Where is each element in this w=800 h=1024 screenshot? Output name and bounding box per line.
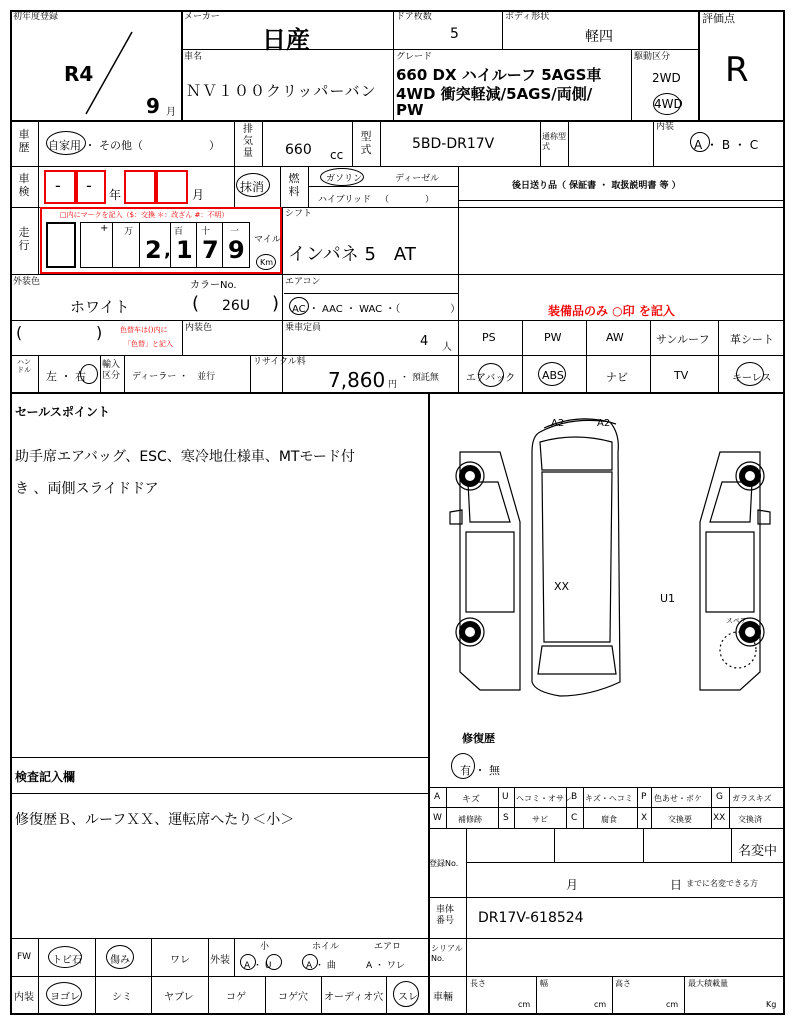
legend-w-text: 補修跡 bbox=[458, 815, 482, 824]
fw-chip: トビ石 bbox=[52, 955, 82, 966]
sales-title: セールスポイント bbox=[15, 405, 110, 419]
exterior-wheel-value: A ・ 曲 bbox=[306, 961, 336, 971]
legend-g-text: ガラスキズ bbox=[732, 794, 772, 803]
aircon-ac-circle bbox=[289, 297, 309, 315]
ext-color-value: ホワイト bbox=[70, 298, 130, 316]
interior-tear: ヤブレ bbox=[164, 992, 194, 1003]
damage-a2-left: A2 bbox=[551, 418, 565, 429]
private-use-circle bbox=[46, 131, 86, 155]
registration-no-label: 登録No. bbox=[429, 859, 459, 868]
interior-grades: A ・ B ・ C bbox=[694, 138, 759, 152]
color-no-value: 26U bbox=[222, 298, 251, 314]
exterior-wheel-label: ホイル bbox=[312, 942, 340, 952]
drive-4wd: 4WD bbox=[654, 97, 683, 111]
right-front-window bbox=[710, 482, 752, 522]
recycle-deposit: ・ 預託無 bbox=[400, 373, 439, 383]
width-label: 幅 bbox=[540, 979, 548, 988]
exterior-small-value: A ・ U bbox=[244, 961, 272, 971]
left-side-outline bbox=[460, 452, 520, 690]
expired-circle bbox=[236, 173, 270, 197]
inspection-box-3 bbox=[124, 170, 156, 204]
fw-crack: ワレ bbox=[170, 955, 190, 966]
damage-a2-right: A2 bbox=[597, 418, 611, 429]
doors-label: ドア枚数 bbox=[396, 12, 432, 22]
equip-airbag-circle bbox=[478, 363, 504, 387]
exterior-aero-value: A ・ ワレ bbox=[366, 961, 405, 971]
fuel-gasoline: ガソリン bbox=[326, 174, 363, 184]
right-side-outline bbox=[700, 452, 760, 690]
history-label: 車歴 bbox=[18, 128, 30, 154]
damage-roof-xx: XX bbox=[554, 580, 570, 593]
km-circle bbox=[256, 254, 276, 270]
mileage-digit-pre: 2 bbox=[145, 236, 162, 264]
unit-one: 一 bbox=[230, 227, 240, 237]
exterior-small-u-circle bbox=[266, 954, 282, 970]
import-value: ディーラー ・ 並行 bbox=[132, 372, 216, 382]
interior-a-circle bbox=[690, 132, 710, 152]
spare-label: スペア bbox=[726, 617, 747, 625]
interior-dirt: ヨゴレ bbox=[50, 992, 80, 1003]
km-label: Km bbox=[260, 258, 274, 267]
inspection-notes-text: 修復歴Ｂ、ルーフＸＸ、運転席へたり＜小＞ bbox=[15, 812, 295, 828]
inspection-month-unit: 月 bbox=[192, 188, 205, 202]
displacement-label: 排気量 bbox=[243, 124, 253, 159]
model-label: 車名 bbox=[184, 52, 203, 62]
fuel-gasoline-circle bbox=[320, 168, 364, 186]
common-type-label: 通称型式 bbox=[542, 132, 566, 151]
interior-burn: コゲ bbox=[226, 992, 246, 1003]
registration-month-unit: 月 bbox=[566, 878, 579, 892]
equip-aw: AW bbox=[606, 331, 624, 344]
first-registration-era: R4 bbox=[64, 62, 94, 86]
roof-panel bbox=[542, 472, 612, 642]
legend-c-text: 腐食 bbox=[601, 815, 617, 824]
equip-pw: PW bbox=[544, 331, 562, 344]
mileage-label: 走行 bbox=[18, 226, 30, 252]
exterior-label: 外装 bbox=[210, 955, 230, 966]
capacity-value: 4 bbox=[420, 334, 429, 349]
model-type-label: 型式 bbox=[360, 130, 372, 156]
interior-dirt-circle bbox=[46, 982, 82, 1006]
legend-c-code: C bbox=[571, 813, 578, 823]
color-change-note-2: 「色替」と記入 bbox=[124, 340, 173, 348]
legend-xx-text: 交換済 bbox=[738, 815, 762, 824]
interior-stain: シミ bbox=[112, 992, 132, 1003]
legend-xx-code: XX bbox=[713, 813, 726, 823]
mileage-mark-box bbox=[46, 222, 76, 268]
score-label: 評価点 bbox=[702, 12, 735, 25]
unit-ten-thousand: 万 bbox=[124, 227, 134, 237]
displacement-value: 660 bbox=[285, 142, 312, 158]
first-registration-month-unit: 月 bbox=[166, 107, 176, 118]
windshield bbox=[540, 437, 612, 470]
fw-chip-circle bbox=[48, 946, 82, 968]
grade-line-1: 660 DX ハイルーフ 5AGS車 bbox=[396, 66, 602, 84]
recycle-unit: 円 bbox=[388, 380, 398, 390]
import-label: 輸入区分 bbox=[102, 360, 121, 381]
inspection-label: 車検 bbox=[18, 172, 30, 198]
left-door bbox=[466, 532, 514, 612]
handle-right-circle bbox=[80, 364, 98, 384]
body-type-value: 軽四 bbox=[585, 29, 613, 45]
length-label: 長さ bbox=[470, 979, 486, 988]
handle-value: 左 ・ 右 bbox=[46, 370, 86, 383]
legend-x-code: X bbox=[641, 813, 648, 823]
grade-label: グレード bbox=[396, 52, 433, 62]
color-change-paren-open: ( bbox=[16, 323, 23, 342]
sales-text-2: き 、両側スライドドア bbox=[15, 481, 159, 497]
color-change-note-1: 色替车は()内に bbox=[120, 326, 168, 334]
damage-side-u1: U1 bbox=[660, 592, 676, 605]
interior-label: 内装 bbox=[656, 122, 675, 132]
legend-w-code: W bbox=[433, 813, 442, 823]
equip-ps: PS bbox=[482, 331, 496, 344]
first-registration-label: 初年度登録 bbox=[13, 12, 59, 22]
repair-history-label: 修復歴 bbox=[462, 732, 495, 745]
serial-no-label: シリアルNo. bbox=[431, 944, 463, 963]
unit-ten: 十 bbox=[201, 227, 211, 237]
left-front-window bbox=[468, 482, 510, 522]
sales-text-1: 助手席エアバッグ、ESC、寒冷地仕様車、MTモード付 bbox=[15, 449, 355, 465]
fuel-label: 燃料 bbox=[288, 172, 300, 198]
history-value: 自家用 ・ その他（ ） bbox=[48, 139, 220, 152]
chassis-label: 車体番号 bbox=[436, 905, 455, 926]
grade-line-3: PW bbox=[396, 101, 424, 119]
inspection-dash-1: - bbox=[55, 176, 61, 195]
legend-p-text: 色あせ・ボケ bbox=[654, 794, 702, 803]
inspection-dash-2: - bbox=[86, 176, 92, 195]
exterior-wheel-a-circle bbox=[302, 954, 318, 970]
capacity-label: 乗車定員 bbox=[285, 323, 322, 333]
capacity-unit: 人 bbox=[442, 342, 452, 353]
max-load-label: 最大積載量 bbox=[688, 979, 728, 988]
inspection-year-unit: 年 bbox=[109, 188, 122, 202]
mile-label: マイル bbox=[254, 235, 281, 245]
fw-label: FW bbox=[17, 952, 32, 962]
repair-yes-circle bbox=[451, 753, 475, 779]
equip-tv: TV bbox=[674, 369, 689, 382]
aircon-label: エアコン bbox=[285, 277, 321, 287]
model-type-value: 5BD-DR17V bbox=[412, 136, 495, 152]
color-no-paren-close: ) bbox=[272, 293, 280, 314]
legend-s-code: S bbox=[503, 813, 509, 823]
roof-outline bbox=[532, 420, 620, 696]
unit-hundred: 百 bbox=[174, 227, 184, 237]
legend-a-text: キズ bbox=[462, 795, 480, 805]
displacement-unit: cc bbox=[330, 148, 344, 162]
equip-leather: 革シート bbox=[730, 333, 774, 346]
doors-value: 5 bbox=[450, 26, 459, 42]
equip-abs-circle bbox=[538, 362, 566, 386]
maker-label: メーカー bbox=[184, 12, 220, 22]
int-color-label: 内装色 bbox=[185, 323, 213, 333]
mileage-digit-1: 1 bbox=[176, 236, 193, 264]
legend-u-code: U bbox=[502, 792, 509, 802]
legend-u-text: ヘコミ・オサレ bbox=[516, 794, 572, 803]
drive-2wd: 2WD bbox=[652, 71, 681, 85]
repair-history-value: 有 ・ 無 bbox=[460, 764, 500, 777]
color-no-label: カラーNo. bbox=[190, 280, 237, 291]
legend-s-text: サビ bbox=[532, 815, 548, 824]
score-value: R bbox=[725, 50, 749, 90]
registration-deadline: までに名変できる方 bbox=[686, 879, 758, 888]
first-registration-slash bbox=[80, 28, 140, 118]
equipment-title: 装備品のみ ○印 を記入 bbox=[548, 304, 675, 318]
equip-keyless-circle bbox=[736, 362, 764, 386]
inspection-expired: 抹消 bbox=[240, 180, 265, 194]
legend-b-code: B bbox=[571, 792, 578, 802]
plus-mark-1: + bbox=[100, 223, 109, 234]
color-change-paren-close: ) bbox=[96, 323, 103, 342]
interior-wear-circle bbox=[393, 981, 419, 1007]
recycle-value: 7,860 bbox=[328, 368, 386, 392]
later-docs-label: 後日送り品（ 保証書 ・ 取扱説明書 等 ） bbox=[512, 181, 681, 191]
legend-x-text: 交換要 bbox=[668, 815, 692, 824]
maker-value: 日産 bbox=[262, 26, 310, 54]
exterior-small-a-circle bbox=[240, 954, 256, 970]
fuel-diesel: ディーゼル bbox=[395, 174, 440, 184]
fuel-hybrid: ハイブリッド bbox=[318, 195, 372, 205]
aircon-value: AC ・ AAC ・ WAC ・（ ） bbox=[292, 304, 461, 315]
interior-burn-hole: コゲ穴 bbox=[278, 992, 308, 1003]
legend-p-code: P bbox=[641, 792, 647, 802]
mileage-digit-sep: , bbox=[164, 240, 171, 261]
drive-4wd-circle bbox=[653, 93, 681, 115]
grade-line-2: 4WD 衝突軽減/5AGS/両側/ bbox=[396, 85, 593, 103]
car-damage-diagram bbox=[440, 412, 780, 722]
inspection-notes-title: 検査記入欄 bbox=[15, 770, 76, 784]
chassis-value: DR17V-618524 bbox=[478, 910, 584, 926]
max-load-unit: Kg bbox=[766, 1000, 777, 1009]
height-label: 高さ bbox=[615, 979, 631, 988]
vehicle-dims-label: 車輛 bbox=[433, 992, 453, 1003]
mileage-note: □内にマークを記入（$：交換 ＊：改ざん #：不明） bbox=[60, 211, 229, 219]
legend-g-code: G bbox=[716, 792, 723, 802]
right-door bbox=[706, 532, 754, 612]
shift-label: シフト bbox=[285, 209, 313, 219]
color-no-paren-open: ( bbox=[192, 293, 200, 314]
mileage-digit-2: 7 bbox=[202, 236, 219, 264]
equip-keyless: キーレス bbox=[732, 373, 772, 384]
fw-damage: 傷み bbox=[110, 955, 130, 966]
length-unit: cm bbox=[518, 1000, 531, 1009]
model-value: ＮＶ１００クリッパーバン bbox=[186, 82, 377, 100]
fw-damage-circle bbox=[106, 945, 134, 969]
body-type-label: ボディ形状 bbox=[505, 12, 550, 22]
name-change-status: 名変中 bbox=[738, 844, 778, 859]
interior-bottom-label: 内装 bbox=[14, 992, 34, 1003]
ext-color-label: 外装色 bbox=[13, 277, 41, 287]
handle-label: ハンドル bbox=[17, 358, 31, 374]
interior-audio-hole: オーディオ穴 bbox=[324, 992, 384, 1003]
exterior-small-label: 小 bbox=[260, 942, 270, 952]
height-unit: cm bbox=[666, 1000, 679, 1009]
legend-b-text: キズ・ヘコミ bbox=[585, 794, 633, 803]
equip-navi: ナビ bbox=[606, 371, 628, 384]
drive-label: 駆動区分 bbox=[634, 52, 671, 62]
inspection-box-4 bbox=[156, 170, 188, 204]
fuel-other: （ ） bbox=[380, 195, 435, 205]
width-unit: cm bbox=[594, 1000, 607, 1009]
legend-a-code: A bbox=[434, 792, 441, 802]
shift-value: インパネ 5 AT bbox=[288, 244, 416, 265]
recycle-label: リサイクル料 bbox=[253, 357, 306, 367]
rear-panel bbox=[538, 646, 616, 674]
interior-wear: スレ bbox=[398, 992, 418, 1003]
equip-sunroof: サンルーフ bbox=[656, 333, 710, 346]
equip-airbag: エアバック bbox=[466, 373, 516, 384]
first-registration-month: 9 bbox=[146, 94, 160, 118]
registration-day-unit: 日 bbox=[670, 878, 683, 892]
mileage-digit-3: 9 bbox=[228, 236, 245, 264]
exterior-aero-label: エアロ bbox=[374, 942, 402, 952]
equip-abs: ABS bbox=[542, 369, 564, 382]
